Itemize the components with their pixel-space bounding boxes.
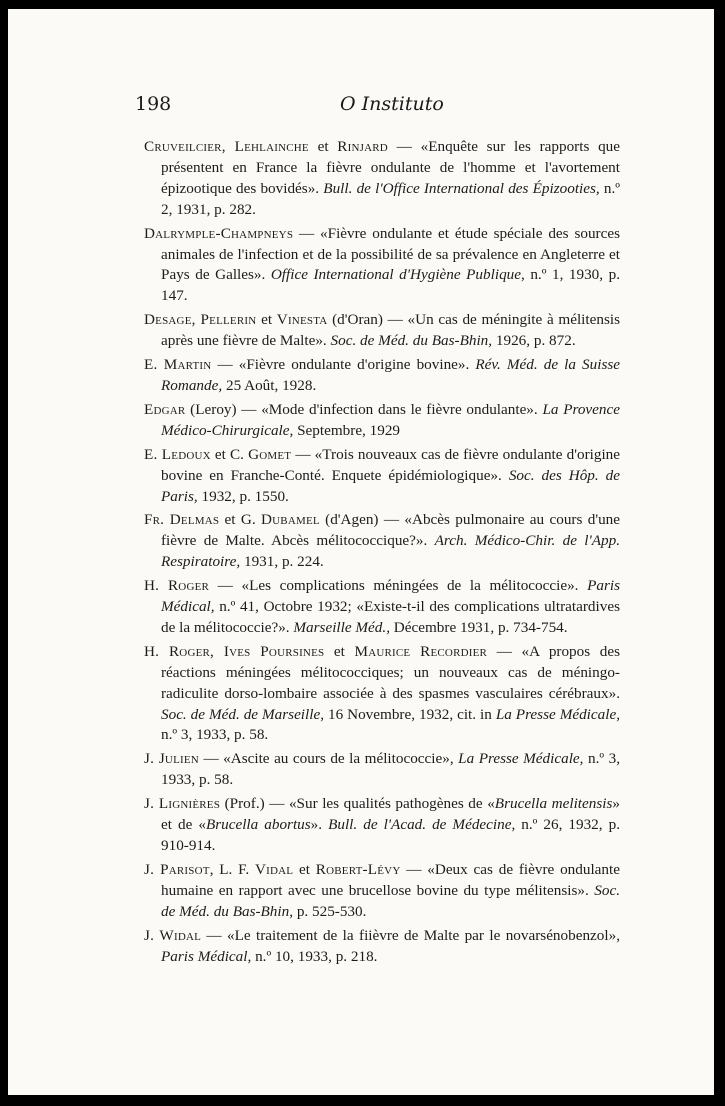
reference-entry — [144, 576, 620, 639]
ref-tail: 1931, p. 224. — [240, 553, 324, 571]
reference-entry — [144, 310, 620, 352]
ref-tail: 1932, p. 1550. — [197, 487, 289, 505]
ref-source: Soc. des Hôp. de Paris, — [161, 466, 620, 505]
ref-body: — «Deux cas de fièvre ondulante humaine en rapport avec une brucellose bovine du type mélitensis». — [161, 860, 620, 899]
reference-entry — [144, 445, 620, 508]
ref-joiner-2: et — [293, 860, 316, 878]
reference-entry — [144, 137, 620, 221]
ref-body: (Prof.) — «Sur les qualités pathogènes de « — [220, 795, 495, 813]
ref-tail: 16 Novembre, 1932, cit. in — [324, 705, 496, 723]
reference-entry — [144, 400, 620, 442]
ref-body: — «Enquête sur les rapports que présentent en France la fièvre ondulante de l'homme et l'avortement épizootique des bovidés». — [161, 138, 621, 197]
reference-entry — [144, 860, 620, 923]
ref-joiner: , L. F. — [209, 860, 255, 878]
ref-authors-2: Vidal — [254, 860, 294, 878]
page-number: 198 — [135, 93, 172, 115]
reference-entry — [144, 926, 620, 968]
ref-tail: 1926, p. 872. — [492, 332, 576, 350]
ref-joiner: et — [308, 138, 338, 155]
ref-body: (Leroy) — «Mode d'infection dans le fièvre ondulante». — [185, 400, 543, 418]
ref-source: La Provence Médico-Chirurgicale, — [161, 400, 620, 439]
ref-authors: J. Widal — [144, 926, 202, 944]
ref-joiner: et — [256, 311, 277, 329]
ref-body: — «Le traitement de la fiièvre de Malte par le novarsénobenzol», — [201, 926, 620, 944]
ref-source: Arch. Médico-Chir. de l'App. Respiratoire, — [161, 532, 620, 571]
ref-tail-2: ». — [310, 816, 329, 834]
ref-authors-2: Maurice Recordier — [354, 642, 488, 660]
ref-tail-3: n.º 26, 1932, p. 910-914. — [161, 816, 620, 854]
ref-tail-2: n.º 3, 1933, p. 58. — [161, 726, 269, 744]
ref-authors: H. Roger, Ives Poursines — [144, 642, 325, 660]
reference-entry — [144, 794, 620, 857]
reference-entry — [144, 749, 620, 791]
ref-tail-2: Décembre 1931, p. 734-754. — [390, 618, 568, 636]
ref-authors-2: Vinesta — [276, 311, 328, 329]
ref-body: — «A propos des réactions méningées mélitococciques; un nouveaux cas de méningo-radiculite dorso-lombaire associée à des spasmes vasculaires cérébraux». — [161, 642, 621, 702]
ref-body: (d'Agen) — «Abcès pulmonaire au cours d'une fièvre de Malte. Abcès mélitococcique?». — [161, 511, 620, 550]
ref-authors: J. Julien — [144, 750, 199, 768]
ref-authors: E. Martin — [144, 356, 212, 374]
ref-authors: Cruveilcier, Lehlainche — [144, 138, 309, 155]
ref-authors-2: Dubamel — [260, 511, 320, 529]
ref-authors: J. Parisot — [144, 860, 210, 878]
ref-tail: Septembre, 1929 — [293, 421, 401, 439]
reference-list — [144, 137, 620, 970]
ref-authors: E. Ledoux — [144, 445, 211, 463]
page-header — [135, 93, 595, 123]
ref-joiner: et C. — [210, 445, 249, 463]
ref-source: Brucella melitensis — [494, 795, 613, 813]
ref-joiner: et — [324, 642, 355, 660]
ref-tail: n.º 2, 1931, p. 282. — [161, 179, 621, 218]
ref-source: Bull. de l'Office International des Épizooties, — [323, 179, 600, 197]
ref-authors-2: Rinjard — [337, 138, 388, 155]
reference-entry — [144, 224, 620, 308]
ref-tail: 25 Août, 1928. — [222, 376, 317, 394]
ref-source: Paris Médical, — [161, 947, 252, 965]
ref-source: Soc. de Méd. du Bas-Bhin, — [161, 881, 620, 920]
ref-authors-2: Gomet — [248, 445, 292, 463]
reference-entry — [144, 355, 620, 397]
ref-tail: n.º 1, 1930, p. 147. — [161, 266, 621, 305]
reference-entry — [144, 510, 620, 573]
ref-body: — «Les complications méningées de la mélitococcie». — [209, 577, 588, 595]
ref-source: La Presse Médicale, — [458, 750, 584, 768]
ref-source: Office International d'Hygiène Publique, — [270, 266, 525, 284]
ref-body: — «Fièvre ondulante d'origine bovine». — [211, 356, 476, 374]
ref-body: — «Trois nouveaux cas de fièvre ondulante d'origine bovine en Franche-Conté. Enquete épidémiologique». — [161, 445, 620, 484]
ref-source: Rév. Méd. de la Suisse Romande, — [161, 356, 621, 394]
ref-source-3: Bull. de l'Acad. de Médecine, — [328, 816, 516, 834]
ref-authors: Edgar — [144, 400, 186, 418]
ref-authors-3: Robert-Lévy — [315, 860, 401, 878]
ref-source-2: Marseille Méd., — [293, 618, 390, 636]
ref-authors: Fr. Delmas — [144, 511, 220, 529]
ref-authors: Desage, Pellerin — [144, 311, 257, 329]
ref-joiner: et G. — [219, 511, 261, 529]
ref-authors: J. Lignières — [144, 795, 221, 813]
ref-authors: Dalrymple-Champneys — [144, 224, 294, 242]
ref-source-2: Brucella abortus — [205, 816, 311, 834]
ref-source-2: La Presse Médicale, — [495, 705, 620, 723]
ref-source: Paris Médical, — [161, 577, 620, 616]
ref-authors: H. Roger — [144, 577, 210, 595]
ref-tail: n.º 10, 1933, p. 218. — [251, 947, 378, 965]
ref-body: (d'Oran) — «Un cas de méningite à mélitensis après une fièvre de Malte». — [161, 311, 620, 350]
ref-tail: n.º 3, 1933, p. 58. — [161, 750, 620, 789]
ref-source: Soc. de Méd. du Bas-Bhin, — [330, 332, 493, 350]
ref-tail: p. 525-530. — [293, 902, 367, 920]
ref-tail: » et de « — [161, 795, 620, 834]
ref-body: — «Fièvre ondulante et étude spéciale des sources animales de l'infection et de la possibilité de sa prévalence en Angleterre et Pays de Galles». — [161, 224, 620, 284]
ref-body: — «Ascite au cours de la mélitococcie», — [198, 750, 459, 768]
reference-entry — [144, 642, 620, 747]
running-title: O Instituto — [340, 93, 444, 115]
book-page — [8, 9, 714, 1095]
ref-tail: n.º 41, Octobre 1932; «Existe-t-il des complications ultratardives de la mélitococcie?». — [161, 598, 620, 636]
ref-source: Soc. de Méd. de Marseille, — [161, 705, 325, 723]
